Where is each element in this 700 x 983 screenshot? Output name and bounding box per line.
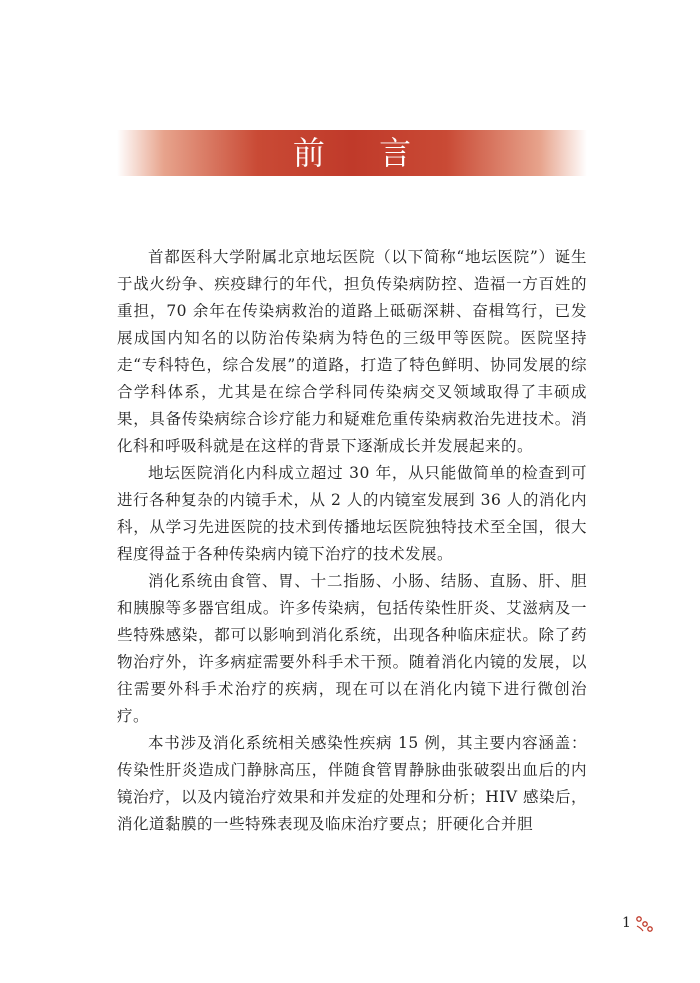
paragraph: 首都医科大学附属北京地坛医院（以下简称“地坛医院”）诞生于战火纷争、疾疫肆行的年代，担负传染病防控、造福一方百姓的重担，70 余年在传染病救治的道路上砥砺深耕、奋楫笃行，已发展成国内知名的以防治传染病为特色的三级甲等医院。医院坚持走“专科特色，综合发展”的道路，打造了特色鲜明、协同发展的综合学科体系，尤其是在综合学科同传染病交叉领域取得了丰硕成果，具备传染病综合诊疗能力和疑难危重传染病救治先进技术。消化科和呼吸科就是在这样的背景下逐渐成长并发展起来的。 <box>117 248 587 455</box>
paragraph: 本书涉及消化系统相关感染性疾病 15 例，其主要内容涵盖：传染性肝炎造成门静脉高压，伴随食管胃静脉曲张破裂出血后的内镜治疗，以及内镜治疗效果和并发症的处理和分析；HIV 感染后，消化道黏膜的一些特殊表现及临床治疗要点；肝硬化合并胆 <box>117 734 587 833</box>
page-number: 1 <box>622 915 631 931</box>
paragraph: 地坛医院消化内科成立超过 30 年，从只能做简单的检查到可进行各种复杂的内镜手术，从 2 人的内镜室发展到 36 人的消化内科，从学习先进医院的技术到传播地坛医院独特技术至全国，很大程度得益于各种传染病内镜下治疗的技术发展。 <box>117 464 587 563</box>
title-banner <box>117 130 587 176</box>
decorative-flourish-icon <box>633 914 653 934</box>
body-text <box>117 244 587 838</box>
page-title: 前 言 <box>292 134 434 172</box>
paragraph: 消化系统由食管、胃、十二指肠、小肠、结肠、直肠、肝、胆和胰腺等多器官组成。许多传染病，包括传染性肝炎、艾滋病及一些特殊感染，都可以影响到消化系统，出现各种临床症状。除了药物治疗外，许多病症需要外科手术干预。随着消化内镜的发展，以往需要外科手术治疗的疾病，现在可以在消化内镜下进行微创治疗。 <box>117 572 587 725</box>
